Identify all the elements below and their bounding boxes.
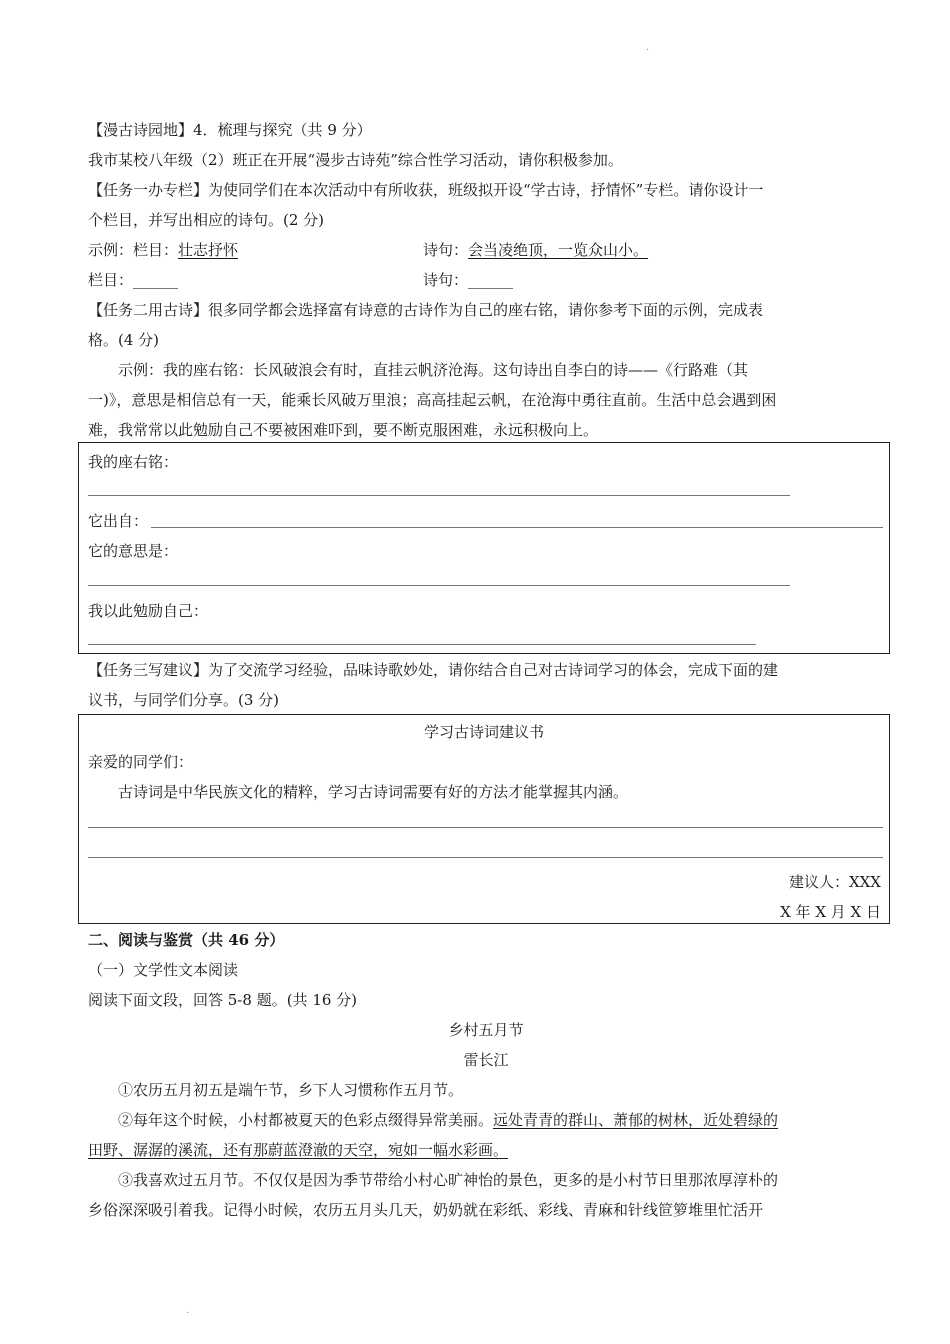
field-encourage-label: 我以此勉励自己： <box>88 602 209 620</box>
field-meaning-label: 它的意思是： <box>88 542 179 560</box>
task1-line1: 【任务一办专栏】为使同学们在本次活动中有所收获，班级拟开设“学古诗，抒情怀”专栏。请你设计一 <box>88 181 764 199</box>
letter-signer: 建议人：XXX <box>788 873 881 891</box>
article-title: 乡村五月节 <box>448 1021 524 1039</box>
example-column: 壮志抒怀 <box>178 241 239 259</box>
letter-answer-line-2[interactable] <box>88 857 883 858</box>
p2-plain: ②每年这个时候，小村都被夏天的色彩点缀得异常美丽。 <box>118 1111 494 1129</box>
encourage-answer-line[interactable] <box>88 644 756 645</box>
task3-line1: 【任务三写建议】为了交流学习经验，品味诗歌妙处，请你结合自己对古诗词学习的体会，完成下面的建 <box>88 661 779 679</box>
proposal-box <box>78 714 890 924</box>
p2-underlined-b: 田野、潺潺的溪流，还有那蔚蓝澄澈的天空，宛如一幅水彩画。 <box>88 1141 509 1159</box>
part2-instruction: 阅读下面文段，回答 5-8 题。(共 16 分) <box>88 991 358 1009</box>
article-p3-line1: ③我喜欢过五月节。不仅仅是因为季节带给小村心旷神怡的景色，更多的是小村节日里那浓厚淳朴的 <box>118 1171 779 1189</box>
example-label: 示例：栏目： <box>88 241 179 259</box>
task3-line2: 议书，与同学们分享。(3 分) <box>88 691 280 709</box>
part2-sub1: （一）文学性文本阅读 <box>88 961 239 979</box>
source-answer-line[interactable] <box>151 527 883 528</box>
task2-line1: 【任务二用古诗】很多同学都会选择富有诗意的古诗作为自己的座右铭，请你参考下面的示例，完成表 <box>88 301 764 319</box>
field-source-label: 它出自： <box>88 512 149 530</box>
letter-greeting: 亲爱的同学们： <box>88 753 194 771</box>
letter-date: X 年 X 月 X 日 <box>780 903 881 921</box>
task1-blank-row <box>88 270 884 290</box>
field-motto-label: 我的座右铭： <box>88 453 179 471</box>
task2-line2: 格。(4 分) <box>88 331 160 349</box>
motto-box <box>78 442 890 654</box>
section4-intro: 我市某校八年级（2）班正在开展“漫步古诗苑”综合性学习活动，请你积极参加。 <box>88 151 623 169</box>
task2-example-line3: 难，我常常以此勉励自己不要被困难吓到，要不断克服困难，永远积极向上。 <box>88 421 599 439</box>
part2-heading: 二、阅读与鉴赏（共 46 分） <box>88 931 285 949</box>
blank-column-label: 栏目： <box>88 271 134 289</box>
footer-mark: . <box>186 1305 190 1316</box>
blank-poem-input[interactable]: ______ <box>468 271 514 289</box>
header-mark: . <box>646 42 650 53</box>
article-p2-line2 <box>88 1140 884 1160</box>
blank-column-input[interactable]: ______ <box>133 271 179 289</box>
meaning-answer-line[interactable] <box>88 585 790 586</box>
blank-poem-label: 诗句： <box>423 271 469 289</box>
example-poem: 会当凌绝顶，一览众山小。 <box>468 241 649 259</box>
task2-example-line2: 一)》，意思是相信总有一天，能乘长风破万里浪；高高挂起云帆，在沧海中勇往直前。生活中总会遇到困 <box>88 391 777 409</box>
article-author: 雷长江 <box>463 1051 509 1069</box>
p2-underlined-a: 远处青青的群山、萧郁的树林，近处碧绿的 <box>493 1111 779 1129</box>
letter-answer-line-1[interactable] <box>88 827 883 828</box>
article-p1: ①农历五月初五是端午节，乡下人习惯称作五月节。 <box>118 1081 464 1099</box>
article-p3-line2: 乡俗深深吸引着我。记得小时候，农历五月头几天，奶奶就在彩纸、彩线、青麻和针线笸箩堆里忙活开 <box>88 1201 764 1219</box>
letter-title: 学习古诗词建议书 <box>423 723 544 741</box>
letter-body: 古诗词是中华民族文化的精粹，学习古诗词需要有好的方法才能掌握其内涵。 <box>118 783 629 801</box>
section4-title: 【漫古诗园地】4．梳理与探究（共 9 分） <box>88 121 372 139</box>
task1-line2: 个栏目，并写出相应的诗句。(2 分) <box>88 211 325 229</box>
task1-example-row <box>88 240 884 260</box>
task2-example-line1: 示例：我的座右铭：长风破浪会有时，直挂云帆济沧海。这句诗出自李白的诗——《行路难（其 <box>118 361 749 379</box>
article-p2-line1 <box>88 1110 884 1130</box>
example-poem-label: 诗句： <box>423 241 469 259</box>
motto-answer-line[interactable] <box>88 495 790 496</box>
